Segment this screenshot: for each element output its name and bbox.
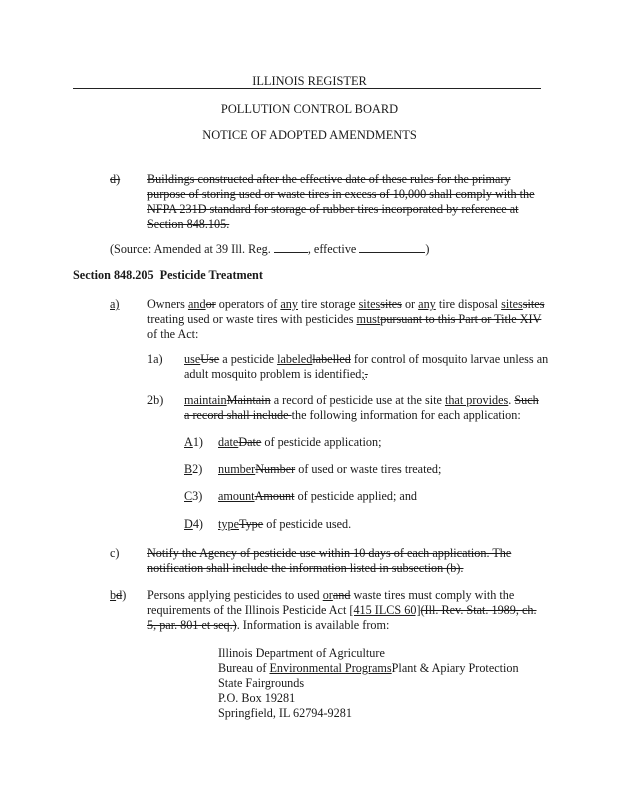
notice-title: NOTICE OF ADOPTED AMENDMENTS	[202, 128, 417, 142]
item-2b-label: 2b)	[147, 393, 164, 407]
source-note: (Source: Amended at 39 Ill. Reg. , effective )	[110, 242, 430, 256]
address-line-1: Illinois Department of Agriculture	[218, 646, 385, 660]
item-d-line-4: Section 848.105.	[147, 217, 230, 231]
para-c-line-2: notification shall include the information listed in subsection (b).	[147, 561, 464, 575]
item-1a-line-2: adult mosquito problem is identified;.	[184, 367, 368, 381]
address-line-2: Bureau of Environmental ProgramsPlant & Apiary Protection	[218, 661, 519, 675]
para-bd-line-2: requirements of the Illinois Pesticide Act [415 ILCS 60](Ill. Rev. Stat. 1989, ch.	[147, 603, 537, 617]
para-a-line-2: treating used or waste tires with pesticides mustpursuant to this Part or Title XIV	[147, 312, 542, 326]
para-c-label: c)	[110, 546, 120, 560]
sub-item-b-text: numberNumber of used or waste tires treated;	[218, 462, 442, 476]
para-a-line-1: Owners andor operators of any tire storage sitessites or any tire disposal sitessites	[147, 297, 545, 311]
para-bd-line-3: 5, par. 801 et seq.). Information is available from:	[147, 618, 390, 632]
para-c-line-1: Notify the Agency of pesticide use within 10 days of each application. The	[147, 546, 512, 560]
sub-item-d-text: typeType of pesticide used.	[218, 517, 352, 531]
item-d-line-3: NFPA 231D standard for storage of rubber tires incorporated by reference at	[147, 202, 519, 216]
item-1a-line-1: useUse a pesticide labeledlabelled for control of mosquito larvae unless an	[184, 352, 549, 366]
sub-item-c-label: C3)	[184, 489, 203, 503]
sub-item-a-text: dateDate of pesticide application;	[218, 435, 382, 449]
item-d-line-2: purpose of storing used or waste tires in excess of 10,000 shall comply with the	[147, 187, 535, 201]
item-d-line-1: Buildings constructed after the effective date of these rules for the primary	[147, 172, 511, 186]
register-title: ILLINOIS REGISTER	[252, 74, 367, 88]
sub-item-b-label: B2)	[184, 462, 203, 476]
sub-item-d-label: D4)	[184, 517, 203, 531]
item-2b-line-2: a record shall include the following information for each application:	[184, 408, 521, 422]
address-line-5: Springfield, IL 62794-9281	[218, 706, 352, 720]
item-d-label: d)	[110, 172, 121, 186]
para-bd-line-1: Persons applying pesticides to used orand waste tires must comply with the	[147, 588, 515, 602]
sub-item-a-label: A1)	[184, 435, 203, 449]
section-heading: Section 848.205 Pesticide Treatment	[73, 268, 263, 282]
item-2b-line-1: maintainMaintain a record of pesticide use at the site that provides. Such	[184, 393, 539, 407]
para-a-line-3: of the Act:	[147, 327, 199, 341]
header-rule	[73, 88, 541, 89]
item-1a-label: 1a)	[147, 352, 163, 366]
address-line-3: State Fairgrounds	[218, 676, 305, 690]
board-name: POLLUTION CONTROL BOARD	[220, 102, 399, 116]
para-bd-label: bd)	[110, 588, 127, 602]
para-a-label: a)	[110, 297, 120, 311]
sub-item-c-text: amountAmount of pesticide applied; and	[218, 489, 418, 503]
address-line-4: P.O. Box 19281	[218, 691, 296, 705]
